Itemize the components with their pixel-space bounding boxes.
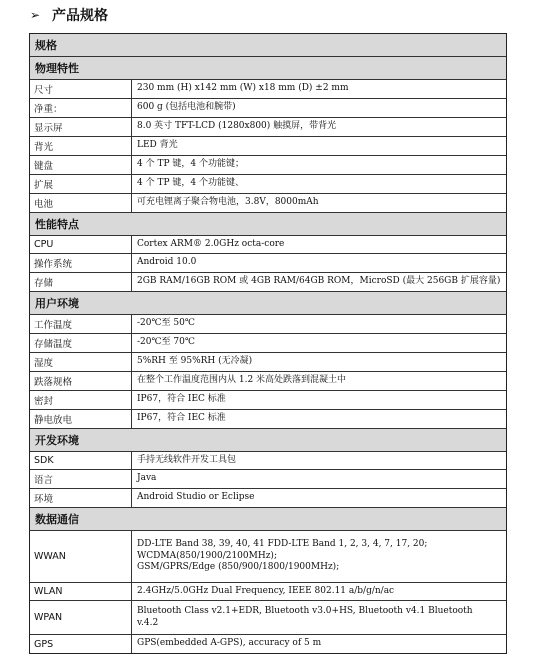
section-title-communication: 数据通信 <box>30 508 506 531</box>
row-value-line: 4 个 TP 键，4 个功能键、 <box>137 178 244 189</box>
row-label: WPAN <box>30 601 132 634</box>
row-value-line: LED 背光 <box>137 140 178 151</box>
row-value <box>132 635 506 653</box>
row-value-line: IP67，符合 IEC 标准 <box>137 394 226 405</box>
row-value-line: -20℃至 70℃ <box>137 337 195 348</box>
row-value-line: v.4.2 <box>137 617 159 628</box>
table-row <box>30 531 506 583</box>
row-value <box>132 452 506 469</box>
row-value-line: IP67，符合 IEC 标准 <box>137 413 226 424</box>
row-label: 语言 <box>30 470 132 488</box>
row-value <box>132 410 506 428</box>
row-label: 湿度 <box>30 353 132 371</box>
table-row <box>30 410 506 429</box>
row-value <box>132 156 506 174</box>
section-title-physical: 物理特性 <box>30 57 506 80</box>
page-title: 产品规格 <box>52 8 108 24</box>
row-label: 操作系统 <box>30 254 132 272</box>
row-value-line: -20℃至 50℃ <box>137 318 195 329</box>
table-row <box>30 489 506 508</box>
table-row <box>30 273 506 292</box>
spec-table <box>29 33 507 654</box>
row-value <box>132 80 506 98</box>
row-label: WWAN <box>30 531 132 582</box>
row-label: 净重： <box>30 99 132 117</box>
section-title-environment: 用户环境 <box>30 292 506 315</box>
table-row <box>30 353 506 372</box>
row-value-line: 4 个 TP 键，4 个功能键； <box>137 159 244 170</box>
row-value-line: 2.4GHz/5.0GHz Dual Frequency, IEEE 802.11 a/b/g/n/ac <box>137 585 395 596</box>
row-value-line: 2GB RAM/16GB ROM 或 4GB RAM/64GB ROM，MicroSD (最大 256GB 扩展容量) <box>137 276 501 287</box>
table-row <box>30 391 506 410</box>
row-value-line: Java <box>137 473 157 484</box>
row-label: 存储温度 <box>30 334 132 352</box>
sections-container <box>30 57 506 653</box>
table-row <box>30 334 506 353</box>
table-row <box>30 156 506 175</box>
row-label: 尺寸 <box>30 80 132 98</box>
arrow-bullet-icon: ➢ <box>30 8 41 22</box>
row-value-line: 5%RH 至 95%RH (无冷凝) <box>137 356 253 367</box>
row-label: 存储 <box>30 273 132 291</box>
table-row <box>30 372 506 391</box>
row-value-line: WCDMA(850/1900/2100MHz); <box>137 550 277 561</box>
row-value <box>132 489 506 507</box>
section-title-performance: 性能特点 <box>30 213 506 236</box>
row-label: 电池 <box>30 194 132 212</box>
row-value-line: Android 10.0 <box>137 257 197 268</box>
row-label: 密封 <box>30 391 132 409</box>
table-row <box>30 635 506 653</box>
table-row <box>30 80 506 99</box>
row-label: 键盘 <box>30 156 132 174</box>
row-label: 环境 <box>30 489 132 507</box>
row-value-line: 可充电锂离子聚合物电池，3.8V，8000mAh <box>137 197 319 208</box>
row-value <box>132 583 506 600</box>
row-label: 跌落规格 <box>30 372 132 390</box>
row-label: 显示屏 <box>30 118 132 136</box>
row-value <box>132 254 506 272</box>
row-value-line: GPS(embedded A-GPS), accuracy of 5 m <box>137 638 322 649</box>
row-value-line: 手持无线软件开发工具包 <box>137 454 237 465</box>
table-row <box>30 137 506 156</box>
row-label: SDK <box>30 452 132 469</box>
row-value <box>132 118 506 136</box>
row-value <box>132 273 506 291</box>
table-row <box>30 254 506 273</box>
row-label: 静电放电 <box>30 410 132 428</box>
row-label: 扩展 <box>30 175 132 193</box>
row-label: 工作温度 <box>30 315 132 333</box>
row-value-line: Android Studio or Eclipse <box>137 492 255 503</box>
row-value <box>132 391 506 409</box>
table-row <box>30 452 506 470</box>
row-value-line: 8.0 英寸 TFT-LCD (1280x800) 触摸屏，带背光 <box>137 121 337 132</box>
table-row <box>30 601 506 635</box>
row-label: 背光 <box>30 137 132 155</box>
row-value <box>132 353 506 371</box>
table-row <box>30 99 506 118</box>
table-row <box>30 470 506 489</box>
page-heading <box>30 4 108 26</box>
row-value <box>132 194 506 212</box>
section-title-development: 开发环境 <box>30 429 506 452</box>
row-label: CPU <box>30 236 132 253</box>
row-value <box>132 531 506 582</box>
row-value-line: DD-LTE Band 38, 39, 40, 41 FDD-LTE Band 1, 2, 3, 4, 7, 17, 20; <box>137 538 428 549</box>
row-value-line: 230 mm (H) x142 mm (W) x18 mm (D) ±2 mm <box>137 83 349 94</box>
table-header: 规格 <box>30 34 506 57</box>
row-value-line: 在整个工作温度范围内从 1.2 米高处跌落到混凝土中 <box>137 375 347 386</box>
table-row <box>30 315 506 334</box>
row-value-line: Bluetooth Class v2.1+EDR, Bluetooth v3.0+HS, Bluetooth v4.1 Bluetooth <box>137 605 473 616</box>
table-row <box>30 118 506 137</box>
table-row <box>30 194 506 213</box>
row-value <box>132 470 506 488</box>
row-value <box>132 99 506 117</box>
row-label: WLAN <box>30 583 132 600</box>
row-value <box>132 372 506 390</box>
row-value <box>132 175 506 193</box>
table-row <box>30 175 506 194</box>
row-value-line: Cortex ARM® 2.0GHz octa-core <box>137 238 285 249</box>
row-value <box>132 601 506 634</box>
row-value-line: GSM/GPRS/Edge (850/900/1800/1900MHz); <box>137 562 340 573</box>
row-value <box>132 315 506 333</box>
row-value-line: 600 g (包括电池和腕带) <box>137 102 236 113</box>
table-row <box>30 583 506 601</box>
table-row <box>30 236 506 254</box>
row-value <box>132 334 506 352</box>
row-value <box>132 236 506 253</box>
row-label: GPS <box>30 635 132 653</box>
row-value <box>132 137 506 155</box>
